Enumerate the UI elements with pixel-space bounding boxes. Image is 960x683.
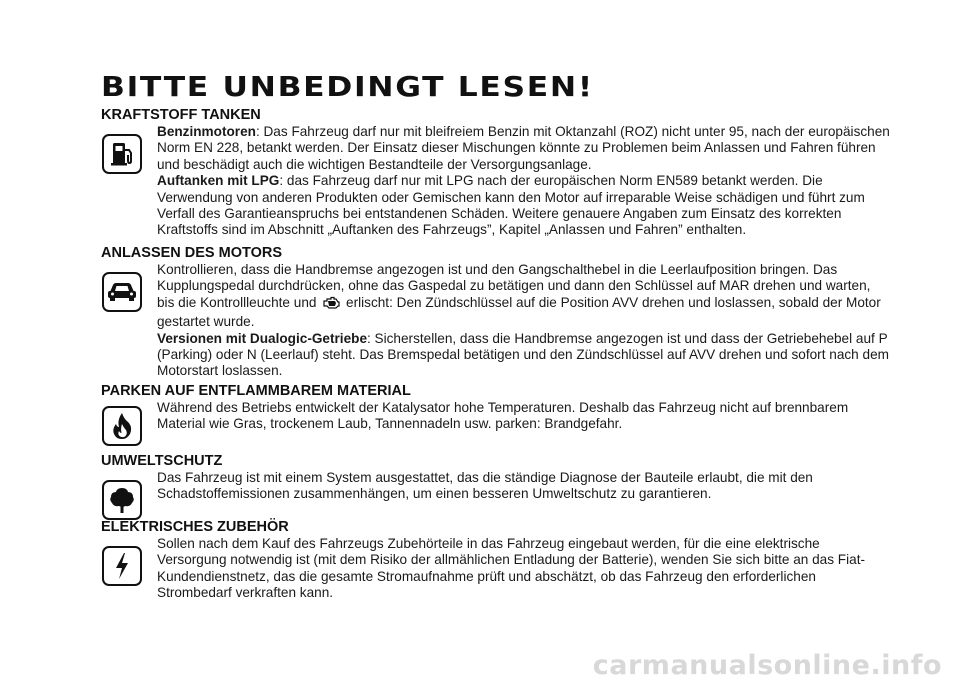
paragraph [157,124,891,173]
section-parking [101,383,891,433]
section-text [157,400,891,433]
flame-icon [102,406,142,446]
engine-warning-icon [322,296,340,314]
section-electrical [101,519,891,602]
paragraph [157,331,891,380]
section-heading: ANLASSEN DES MOTORS [101,245,283,261]
section-text [157,536,891,602]
section-heading: ELEKTRISCHES ZUBEHÖR [101,519,289,535]
paragraph-text: : Sicherstellen, dass die Handbremse angezogen ist und dass der Getriebehebel auf P (Parking) oder N (Leerlauf) steht. Das Bremspedal betätigen und den Zündschlüssel auf AVV drehen und sofort nach dem Motorstart loslassen. [157,330,889,379]
section-environment [101,453,891,503]
paragraph [157,173,891,239]
paragraph-text: : das Fahrzeug darf nur mit LPG nach der europäischen Norm EN589 betankt werden. Die Verwendung von anderen Produkten oder Gemischen kann den Motor auf irreparable Weise schädigen und führt zum Verfall des Garantieanspruchs bei entstandenen Schäden. Weitere genauere Angaben zum Einsatz des korrekten Kraftstoffs sind im Abschnitt „Auftanken des Fahrzeugs”, Kapitel „Anlassen und Fahren” enthalten. [157,173,865,238]
page-title: BITTE UNBEDINGT LESEN! [101,70,594,103]
section-heading: UMWELTSCHUTZ [101,453,223,469]
section-fuel [101,107,891,239]
car-icon [102,272,142,312]
paragraph-text: : Das Fahrzeug darf nur mit bleifreiem Benzin mit Oktanzahl (ROZ) nicht unter 95, nach der europäischen Norm EN 228, betankt werden. Der Einsatz dieser Mischungen könnte zu Problemen beim Anlassen und Fahren führen und beschädigt auch die wichtigen Bestandteile der Versorgungsanlage. [157,124,890,172]
section-text [157,262,891,380]
paragraph-text: erlischt: Den Zündschlüssel auf die Position AVV drehen und loslassen, sobald der Motor gestartet wurde. [157,294,881,330]
paragraph-text: Kontrollieren, dass die Handbremse angezogen ist und den Gangschalthebel in die Leerlaufposition bringen. Das Kupplungspedal durchdrücken, ohne das Gaspedal zu betätigen und dann den Schlüssel auf MAR drehen und warten, bis die Kontrollleuchte und [157,262,871,310]
section-heading: KRAFTSTOFF TANKEN [101,107,261,123]
section-text [157,470,891,503]
paragraph-label: Auftanken mit LPG [157,173,280,189]
section-heading: PARKEN AUF ENTFLAMMBAREM MATERIAL [101,383,411,399]
paragraph: Das Fahrzeug ist mit einem System ausgestattet, das die ständige Diagnose der Bauteile erlaubt, die mit den Schadstoffemissionen zusammenhängen, um einen besseren Umweltschutz zu garantieren. [157,470,813,502]
lightning-icon [102,546,142,586]
paragraph-label: Versionen mit Dualogic-Getriebe [157,330,367,346]
section-text [157,124,891,239]
paragraph: Sollen nach dem Kauf des Fahrzeugs Zubehörteile in das Fahrzeug eingebaut werden, für die eine elektrische Versorgung notwendig ist (mit dem Risiko der allmählichen Entladung der Batterie), wenden Sie sich bitte an das Fiat-Kundendienstnetz, das die gesamte Stromaufnahme prüft und abschätzt, ob das Fahrzeug den erforderlichen Strombedarf verkraften kann. [157,536,865,601]
paragraph-label: Benzinmotoren [157,124,256,139]
watermark: carmanualsonline.info [592,650,942,681]
tree-icon [102,480,142,520]
paragraph: Während des Betriebs entwickelt der Katalysator hohe Temperaturen. Deshalb das Fahrzeug nicht auf brennbarem Material wie Gras, trockenem Laub, Tannennadeln usw. parken: Brandgefahr. [157,400,849,432]
fuel-pump-icon [102,134,142,174]
section-start-engine [101,245,891,380]
paragraph [157,262,891,331]
